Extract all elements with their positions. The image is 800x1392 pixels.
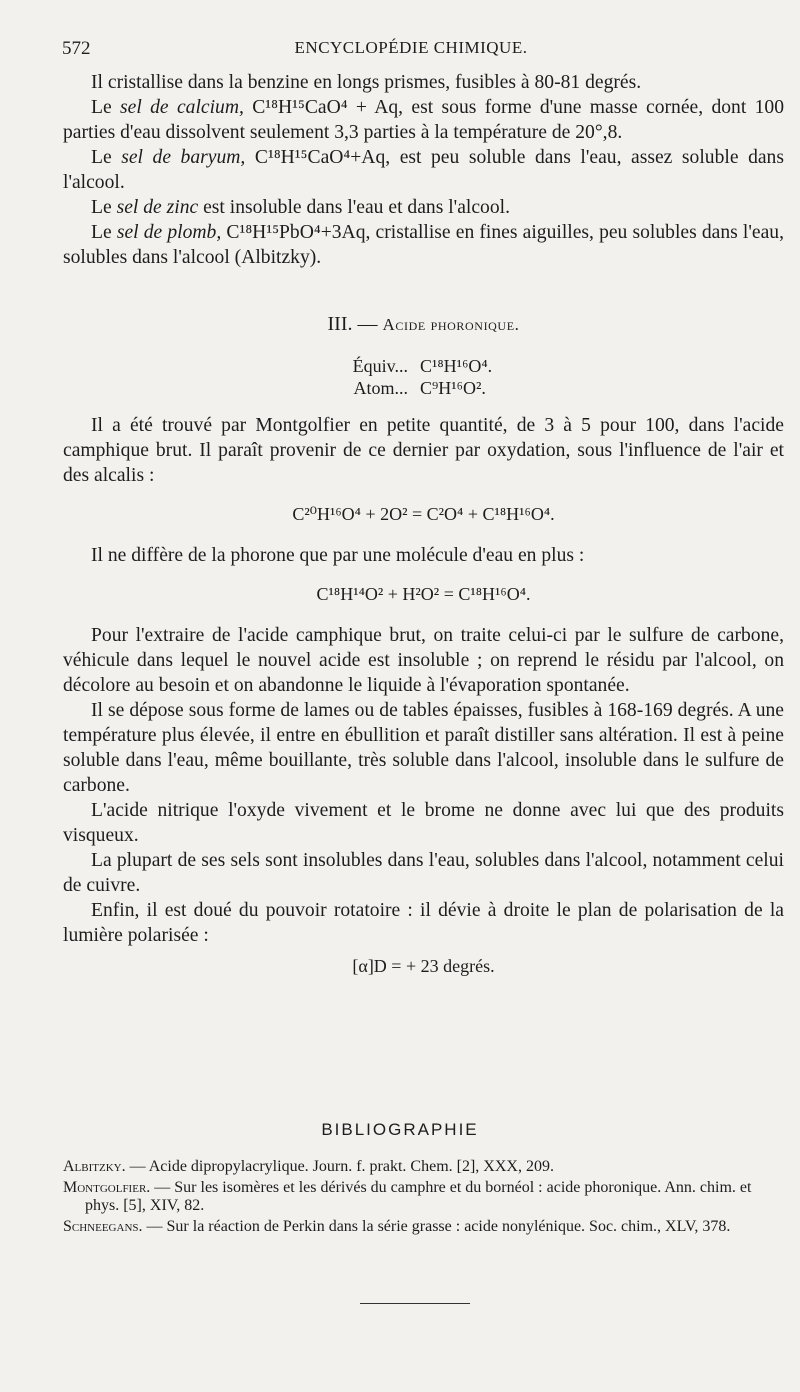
section-number: III. —: [327, 313, 383, 335]
formula-block: [303, 355, 563, 399]
equation: C¹⁸H¹⁴O² + H²O² = C¹⁸H¹⁶O⁴.: [316, 584, 531, 604]
entry-text: — Sur les isomères et les dérivés du camphre et du bornéol : acide phoronique. Ann. chim. et phys. [5], XIV, 82.: [85, 1179, 752, 1214]
main-text: [63, 70, 784, 995]
bibliography-title: BIBLIOGRAPHIE: [321, 1120, 479, 1139]
paragraph: Il se dépose sous forme de lames ou de tables épaisses, fusibles à 168-169 degrés. A une température plus élevée, il entre en ébullition et paraît distiller sans altération. Il est à peine soluble dans l'eau, même bouillante, très soluble dans l'alcool, insoluble dans le sulfure de carbone.: [63, 700, 784, 796]
bibliography-entry: [63, 1179, 784, 1215]
section-title: Acide phoronique.: [382, 315, 520, 334]
bibliography-entry: [63, 1218, 784, 1236]
entry-text: — Sur la réaction de Perkin dans la série grasse : acide nonylénique. Soc. chim., XLV, 378.: [142, 1218, 731, 1235]
text: Le: [91, 97, 121, 118]
salt-name: sel de baryum,: [121, 147, 246, 168]
text: Le: [91, 222, 117, 243]
paragraph-calcium-salt: [63, 95, 784, 145]
paragraph-barium-salt: [63, 145, 784, 195]
page-number: 572: [62, 38, 91, 59]
bibliography-entry: [63, 1158, 784, 1176]
paragraph: Il a été trouvé par Montgolfier en petite quantité, de 3 à 5 pour 100, dans l'acide camphique brut. Il paraît provenir de ce dernier par oxydation, sous l'influence de l'air et des alcalis :: [63, 415, 784, 486]
paragraph: La plupart de ses sels sont insolubles dans l'eau, solubles dans l'alcool, notamment celui de cuivre.: [63, 850, 784, 896]
paragraph-lead-salt: [63, 220, 784, 270]
salt-name: sel de plomb,: [116, 222, 222, 243]
text: Le: [91, 197, 117, 218]
paragraph: Il ne diffère de la phorone que par une molécule d'eau en plus :: [91, 545, 585, 566]
section-heading: [63, 312, 784, 337]
equiv-label: Équiv...: [352, 356, 408, 376]
formula: C¹⁸H¹⁵PbO⁴+3Aq,: [226, 222, 371, 243]
equation: [α]D = + 23 degrés.: [352, 956, 495, 976]
formula: C¹⁸H¹⁵CaO⁴+Aq,: [254, 147, 391, 168]
equiv-row: [303, 355, 563, 377]
text: Le: [91, 147, 122, 168]
equation: C²⁰H¹⁶O⁴ + 2O² = C²O⁴ + C¹⁸H¹⁶O⁴.: [292, 504, 555, 524]
end-rule: [360, 1303, 470, 1304]
atom-row: [303, 377, 563, 399]
atom-label: Atom...: [353, 378, 408, 398]
paragraph: Enfin, il est doué du pouvoir rotatoire : il dévie à droite le plan de polarisation de la lumière polarisée :: [63, 900, 784, 946]
atom-formula: C⁹H¹⁶O².: [420, 378, 486, 398]
entry-author: Montgolfier.: [63, 1179, 151, 1196]
text: est insoluble dans l'eau et dans l'alcool.: [198, 197, 510, 218]
entry-author: Schneegans.: [63, 1218, 143, 1235]
running-title: ENCYCLOPÉDIE CHIMIQUE.: [294, 38, 528, 57]
formula: C¹⁸H¹⁵CaO⁴ + Aq,: [252, 97, 404, 118]
page-header: [62, 38, 760, 64]
text: est sous forme d'une masse cornée, dont 100 parties d'eau dissolvent seulement 3,3 parties à la température de 20°,8.: [63, 97, 784, 143]
text: cristallise en fines aiguilles, peu solubles dans l'eau, solubles dans l'alcool (Albitzky).: [63, 222, 784, 268]
bibliography-list: [63, 1158, 784, 1239]
entry-text: — Acide dipropylacrylique. Journ. f. prakt. Chem. [2], XXX, 209.: [125, 1158, 554, 1175]
salt-name: sel de zinc: [116, 197, 199, 218]
salt-name: sel de calcium,: [120, 97, 244, 118]
paragraph-zinc-salt: [63, 195, 784, 220]
text: est peu soluble dans l'eau, assez soluble dans l'alcool.: [63, 147, 784, 193]
paragraph: L'acide nitrique l'oxyde vivement et le brome ne donne avec lui que des produits visqueux.: [63, 800, 784, 846]
entry-author: Albitzky.: [63, 1158, 126, 1175]
equiv-formula: C¹⁸H¹⁶O⁴.: [420, 356, 493, 376]
paragraph: Il cristallise dans la benzine en longs prismes, fusibles à 80-81 degrés.: [91, 72, 642, 93]
paragraph: Pour l'extraire de l'acide camphique brut, on traite celui-ci par le sulfure de carbone, véhicule dans lequel le nouvel acide est insoluble ; on reprend le résidu par l'alcool, on décolore au besoin et on abandonne le liquide à l'évaporation spontanée.: [63, 625, 784, 696]
